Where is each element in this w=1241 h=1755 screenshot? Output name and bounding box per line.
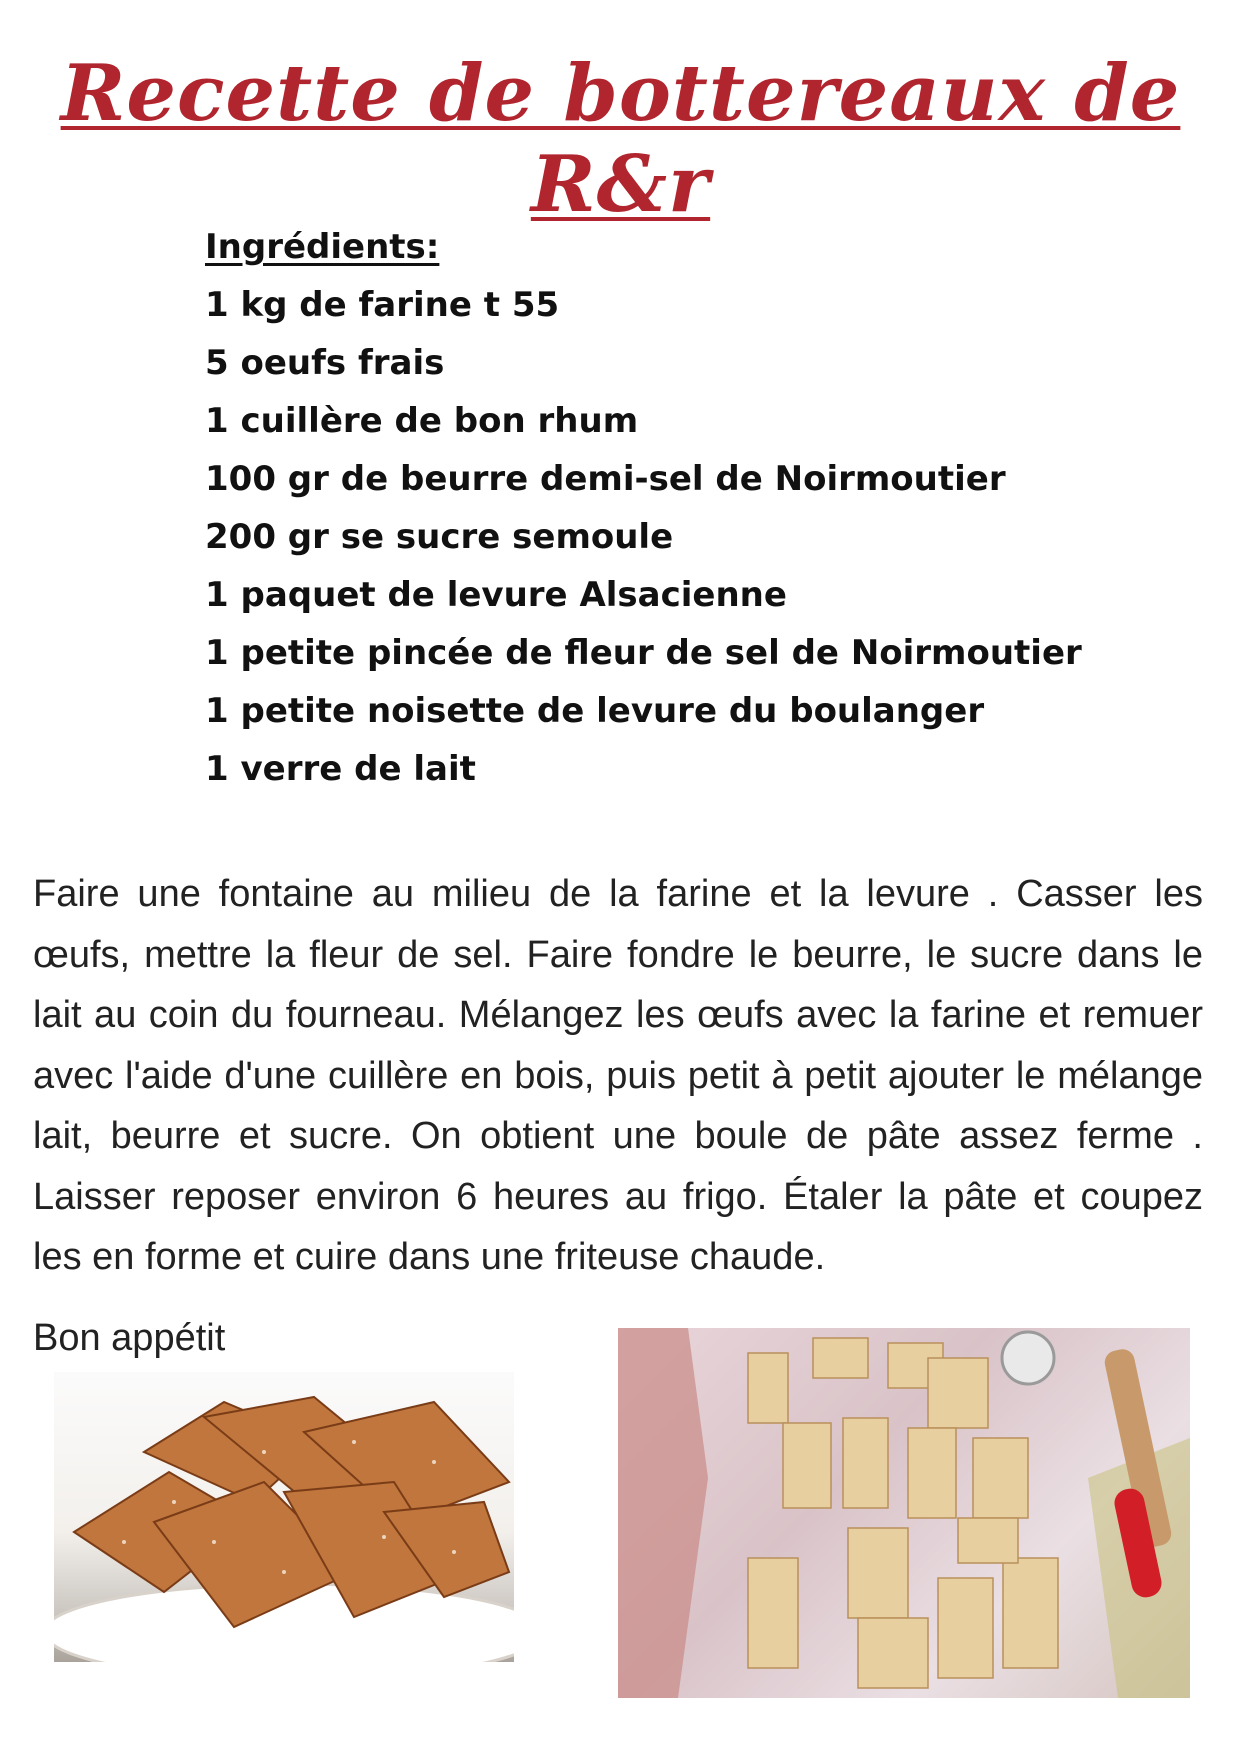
dough-pieces-illustration — [618, 1328, 1190, 1698]
closing-text: Bon appétit — [33, 1317, 226, 1359]
pastry-wheel-shape — [1002, 1332, 1054, 1384]
ingredient-item: 1 verre de lait — [205, 749, 476, 789]
dough-piece — [938, 1578, 993, 1678]
dough-piece — [813, 1338, 868, 1378]
dough-piece — [843, 1418, 888, 1508]
dough-piece — [908, 1428, 956, 1518]
ingredient-item: 1 cuillère de bon rhum — [205, 401, 639, 441]
dough-piece — [958, 1518, 1018, 1563]
dough-piece — [748, 1353, 788, 1423]
ingredients-heading: Ingrédients: — [205, 227, 440, 267]
dough-piece — [973, 1438, 1028, 1518]
ingredient-item: 200 gr se sucre semoule — [205, 517, 674, 557]
dough-piece — [748, 1558, 798, 1668]
towel-shape — [618, 1328, 708, 1698]
ingredients-list — [205, 218, 1105, 798]
dough-piece — [783, 1423, 831, 1508]
method-paragraph: Faire une fontaine au milieu de la farine et la levure . Casser les œufs, mettre la fleur de sel. Faire fondre le beurre, le sucre dans le lait au coin du fourneau. Mélangez les œufs avec la farine et remuer avec l'aide d'une cuillère en bois, puis petit à petit ajouter le mélange lait, beurre et sucre. On obtient une boule de pâte assez ferme . Laisser reposer environ 6 heures au frigo. Étaler la pâte et coupez les en forme et cuire dans une friteuse chaude. — [33, 873, 1203, 1278]
dough-piece — [858, 1618, 928, 1688]
ingredient-item: 1 kg de farine t 55 — [205, 285, 560, 325]
ingredient-item: 1 paquet de levure Alsacienne — [205, 575, 787, 615]
dough-piece — [928, 1358, 988, 1428]
ingredient-item: 100 gr de beurre demi-sel de Noirmoutier — [205, 459, 1006, 499]
dough-piece — [1003, 1558, 1058, 1668]
recipe-title: Recette de bottereaux de R&r — [60, 48, 1181, 230]
dough-pieces-photo — [618, 1328, 1190, 1698]
ingredient-item: 1 petite pincée de fleur de sel de Noirmoutier — [205, 633, 1082, 673]
ingredient-item: 1 petite noisette de levure du boulanger — [205, 691, 985, 731]
fried-bottereaux-illustration — [54, 1372, 514, 1662]
ingredient-item: 5 oeufs frais — [205, 343, 445, 383]
fried-bottereaux-photo — [54, 1372, 514, 1662]
dough-piece — [848, 1528, 908, 1618]
